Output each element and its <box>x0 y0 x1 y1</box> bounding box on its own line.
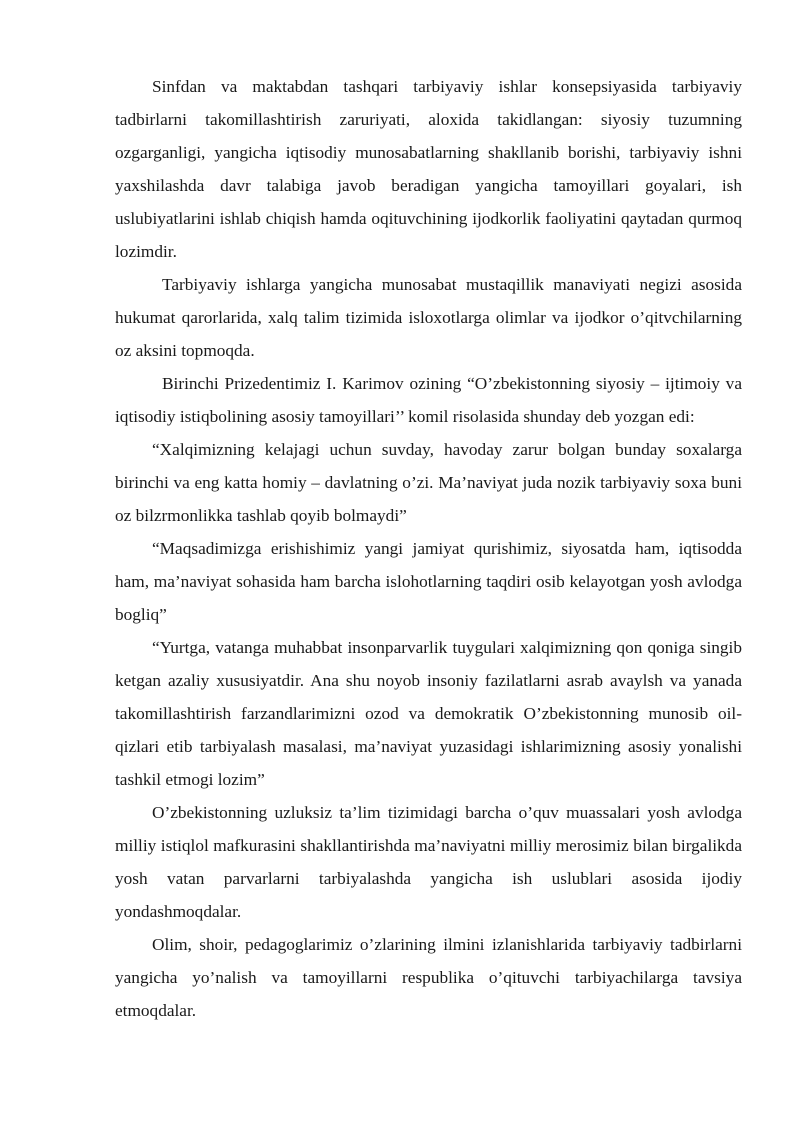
paragraph-7: O’zbekistonning uzluksiz ta’lim tizimidagi barcha o’quv muassalari yosh avlodga milliy istiqlol mafkurasini shakllantirishda ma’naviyatni milliy merosimiz bilan birgalikda yosh vatan parvarlarni tarbiyalashda yangicha ish uslublari asosida ijodiy yondashmoqdalar. <box>115 803 742 921</box>
paragraph-3: Birinchi Prizedentimiz I. Karimov ozining “O’zbekistonning siyosiy – ijtimoiy va iqtisodiy istiqbolining asosiy tamoyillari’’ komil risolasida shunday deb yozgan edi: <box>115 374 742 426</box>
quote-paragraph-1: “Xalqimizning kelajagi uchun suvday, havoday zarur bolgan bunday soxalarga birinchi va eng katta homiy – davlatning o’zi. Ma’naviyat juda nozik tarbiyaviy soxa buni oz bilzrmonlikka tashlab qoyib bolmaydi” <box>115 440 742 525</box>
paragraph-2: Tarbiyaviy ishlarga yangicha munosabat mustaqillik manaviyati negizi asosida hukumat qarorlarida, xalq talim tizimida isloxotlarga olimlar va ijodkor o’qitvchilarning oz aksini topmoqda. <box>115 275 742 360</box>
document-page <box>115 70 742 1027</box>
quote-paragraph-3: “Yurtga, vatanga muhabbat insonparvarlik tuygulari xalqimizning qon qoniga singib ketgan azaliy xususiyatdir. Ana shu noyob insoniy fazilatlarni asrab avaylsh va yanada takomillashtirish farzandlarimizni ozod va demokratik O’zbekistonning munosib oil-qizlari etib tarbiyalash masalasi, ma’naviyat yuzasidagi ishlarimizning asosiy yonalishi tashkil etmogi lozim” <box>115 638 742 789</box>
paragraph-1: Sinfdan va maktabdan tashqari tarbiyaviy ishlar konsepsiyasida tarbiyaviy tadbirlarni takomillashtirish zaruriyati, aloxida takidlangan: siyosiy tuzumning ozgarganligi, yangicha iqtisodiy munosabatlarning shakllanib borishi, tarbiyaviy ishni yaxshilashda davr talabiga javob beradigan yangicha tamoyillari goyalari, ish uslubiyatlarini ishlab chiqish hamda oqituvchining ijodkorlik faoliyatini qaytadan qurmoq lozimdir. <box>115 77 742 261</box>
paragraph-8: Olim, shoir, pedagoglarimiz o’zlarining ilmini izlanishlarida tarbiyaviy tadbirlarni yangicha yo’nalish va tamoyillarni respublika o’qituvchi tarbiyachilarga tavsiya etmoqdalar. <box>115 935 742 1020</box>
quote-paragraph-2: “Maqsadimizga erishishimiz yangi jamiyat qurishimiz, siyosatda ham, iqtisodda ham, ma’naviyat sohasida ham barcha islohotlarning taqdiri osib kelayotgan yosh avlodga bogliq” <box>115 539 742 624</box>
